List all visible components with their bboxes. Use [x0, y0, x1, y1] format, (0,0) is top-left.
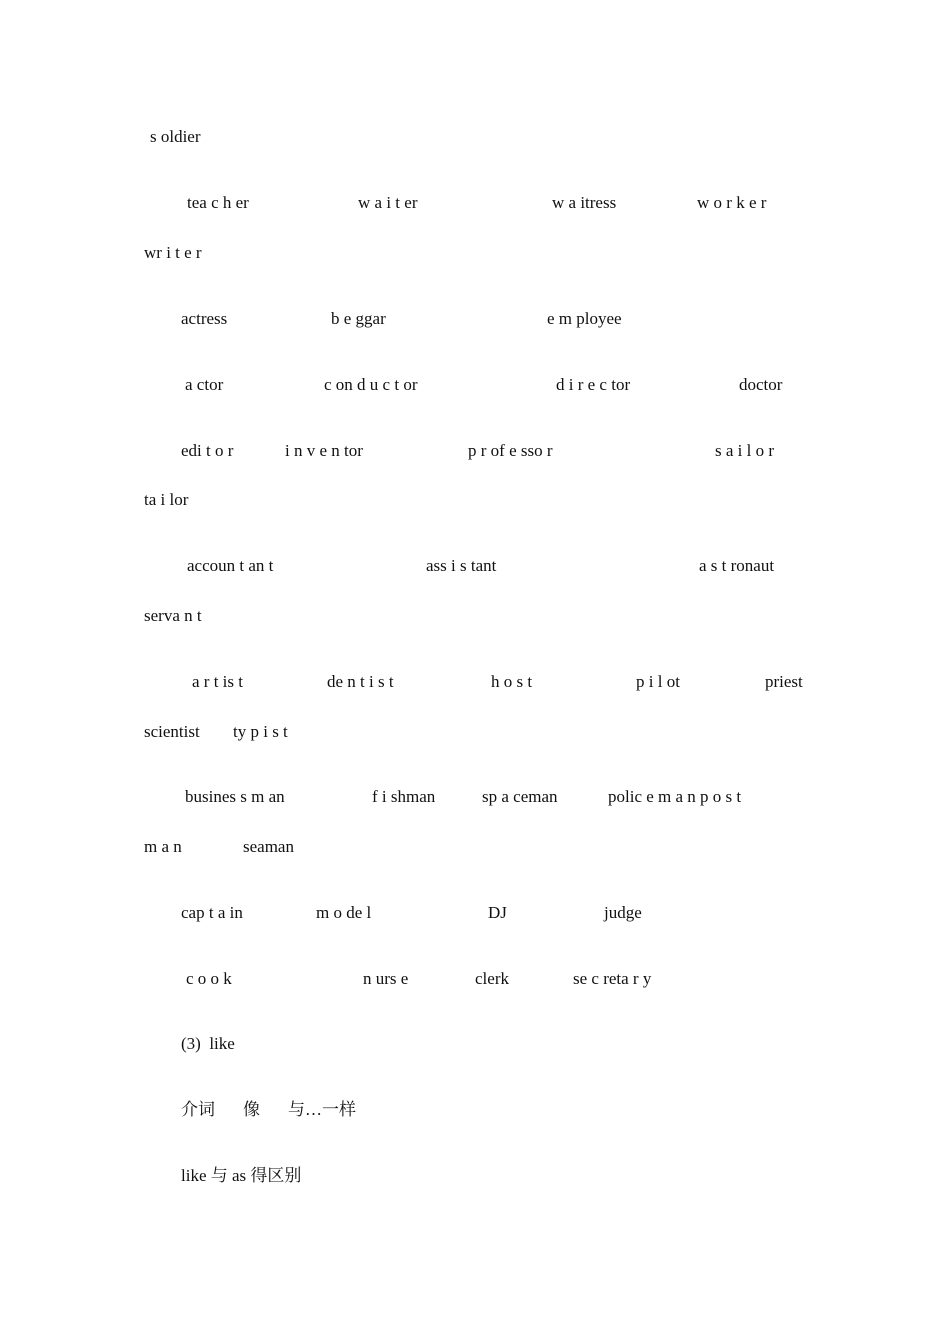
word: 与…一样 — [288, 1100, 356, 1119]
word: busines s m an — [185, 787, 285, 806]
word: DJ — [488, 903, 507, 922]
word: ty p i s t — [233, 722, 288, 741]
word: d i r e c tor — [556, 375, 631, 394]
text-line — [0, 604, 950, 628]
word: w o r k e r — [697, 193, 767, 212]
word: e m ployee — [547, 309, 622, 328]
text-line — [0, 125, 950, 149]
word: m a n — [144, 837, 182, 856]
text-line — [0, 307, 950, 331]
word: w a i t er — [358, 193, 418, 212]
word: edi t o r — [181, 441, 234, 460]
word: de n t i s t — [327, 672, 394, 691]
word: s oldier — [150, 127, 201, 146]
section-heading — [0, 1032, 950, 1056]
word: i n v e n tor — [285, 441, 363, 460]
word: h o s t — [491, 672, 533, 691]
text-line — [0, 901, 950, 925]
word: se c reta r y — [573, 969, 652, 988]
word: w a itress — [552, 193, 617, 212]
text-line — [0, 439, 950, 463]
word: 像 — [243, 1100, 260, 1119]
word: (3) like — [181, 1034, 235, 1053]
word: like 与 as 得区别 — [181, 1166, 302, 1185]
word: sp a ceman — [482, 787, 558, 806]
text-line — [0, 835, 950, 859]
word: clerk — [475, 969, 509, 988]
word: actress — [181, 309, 228, 328]
word: ass i s tant — [426, 556, 497, 575]
word: a s t ronaut — [699, 556, 775, 575]
word: tea c h er — [187, 193, 249, 212]
text-line — [0, 967, 950, 991]
word: c o o k — [186, 969, 232, 988]
text-line — [0, 1098, 950, 1122]
word: a ctor — [185, 375, 224, 394]
text-line — [0, 785, 950, 809]
word: ta i lor — [144, 490, 189, 509]
word: p i l ot — [636, 672, 680, 691]
word: doctor — [739, 375, 783, 394]
word: p r of e sso r — [468, 441, 553, 460]
text-line — [0, 1164, 950, 1188]
word: c on d u c t or — [324, 375, 418, 394]
word: m o de l — [316, 903, 372, 922]
word: f i shman — [372, 787, 436, 806]
text-line — [0, 191, 950, 215]
text-line — [0, 488, 950, 512]
word: judge — [604, 903, 642, 922]
text-line — [0, 554, 950, 578]
word: cap t a in — [181, 903, 243, 922]
text-line — [0, 241, 950, 265]
text-line — [0, 720, 950, 744]
word: polic e m a n p o s t — [608, 787, 742, 806]
word: 介词 — [181, 1100, 215, 1119]
word: scientist — [144, 722, 200, 741]
text-line — [0, 373, 950, 397]
text-line — [0, 670, 950, 694]
word: n urs e — [363, 969, 409, 988]
word: priest — [765, 672, 803, 691]
word: accoun t an t — [187, 556, 274, 575]
word: b e ggar — [331, 309, 386, 328]
word: wr i t e r — [144, 243, 202, 262]
word: seaman — [243, 837, 294, 856]
word: serva n t — [144, 606, 202, 625]
word: a r t is t — [192, 672, 243, 691]
word: s a i l o r — [715, 441, 775, 460]
